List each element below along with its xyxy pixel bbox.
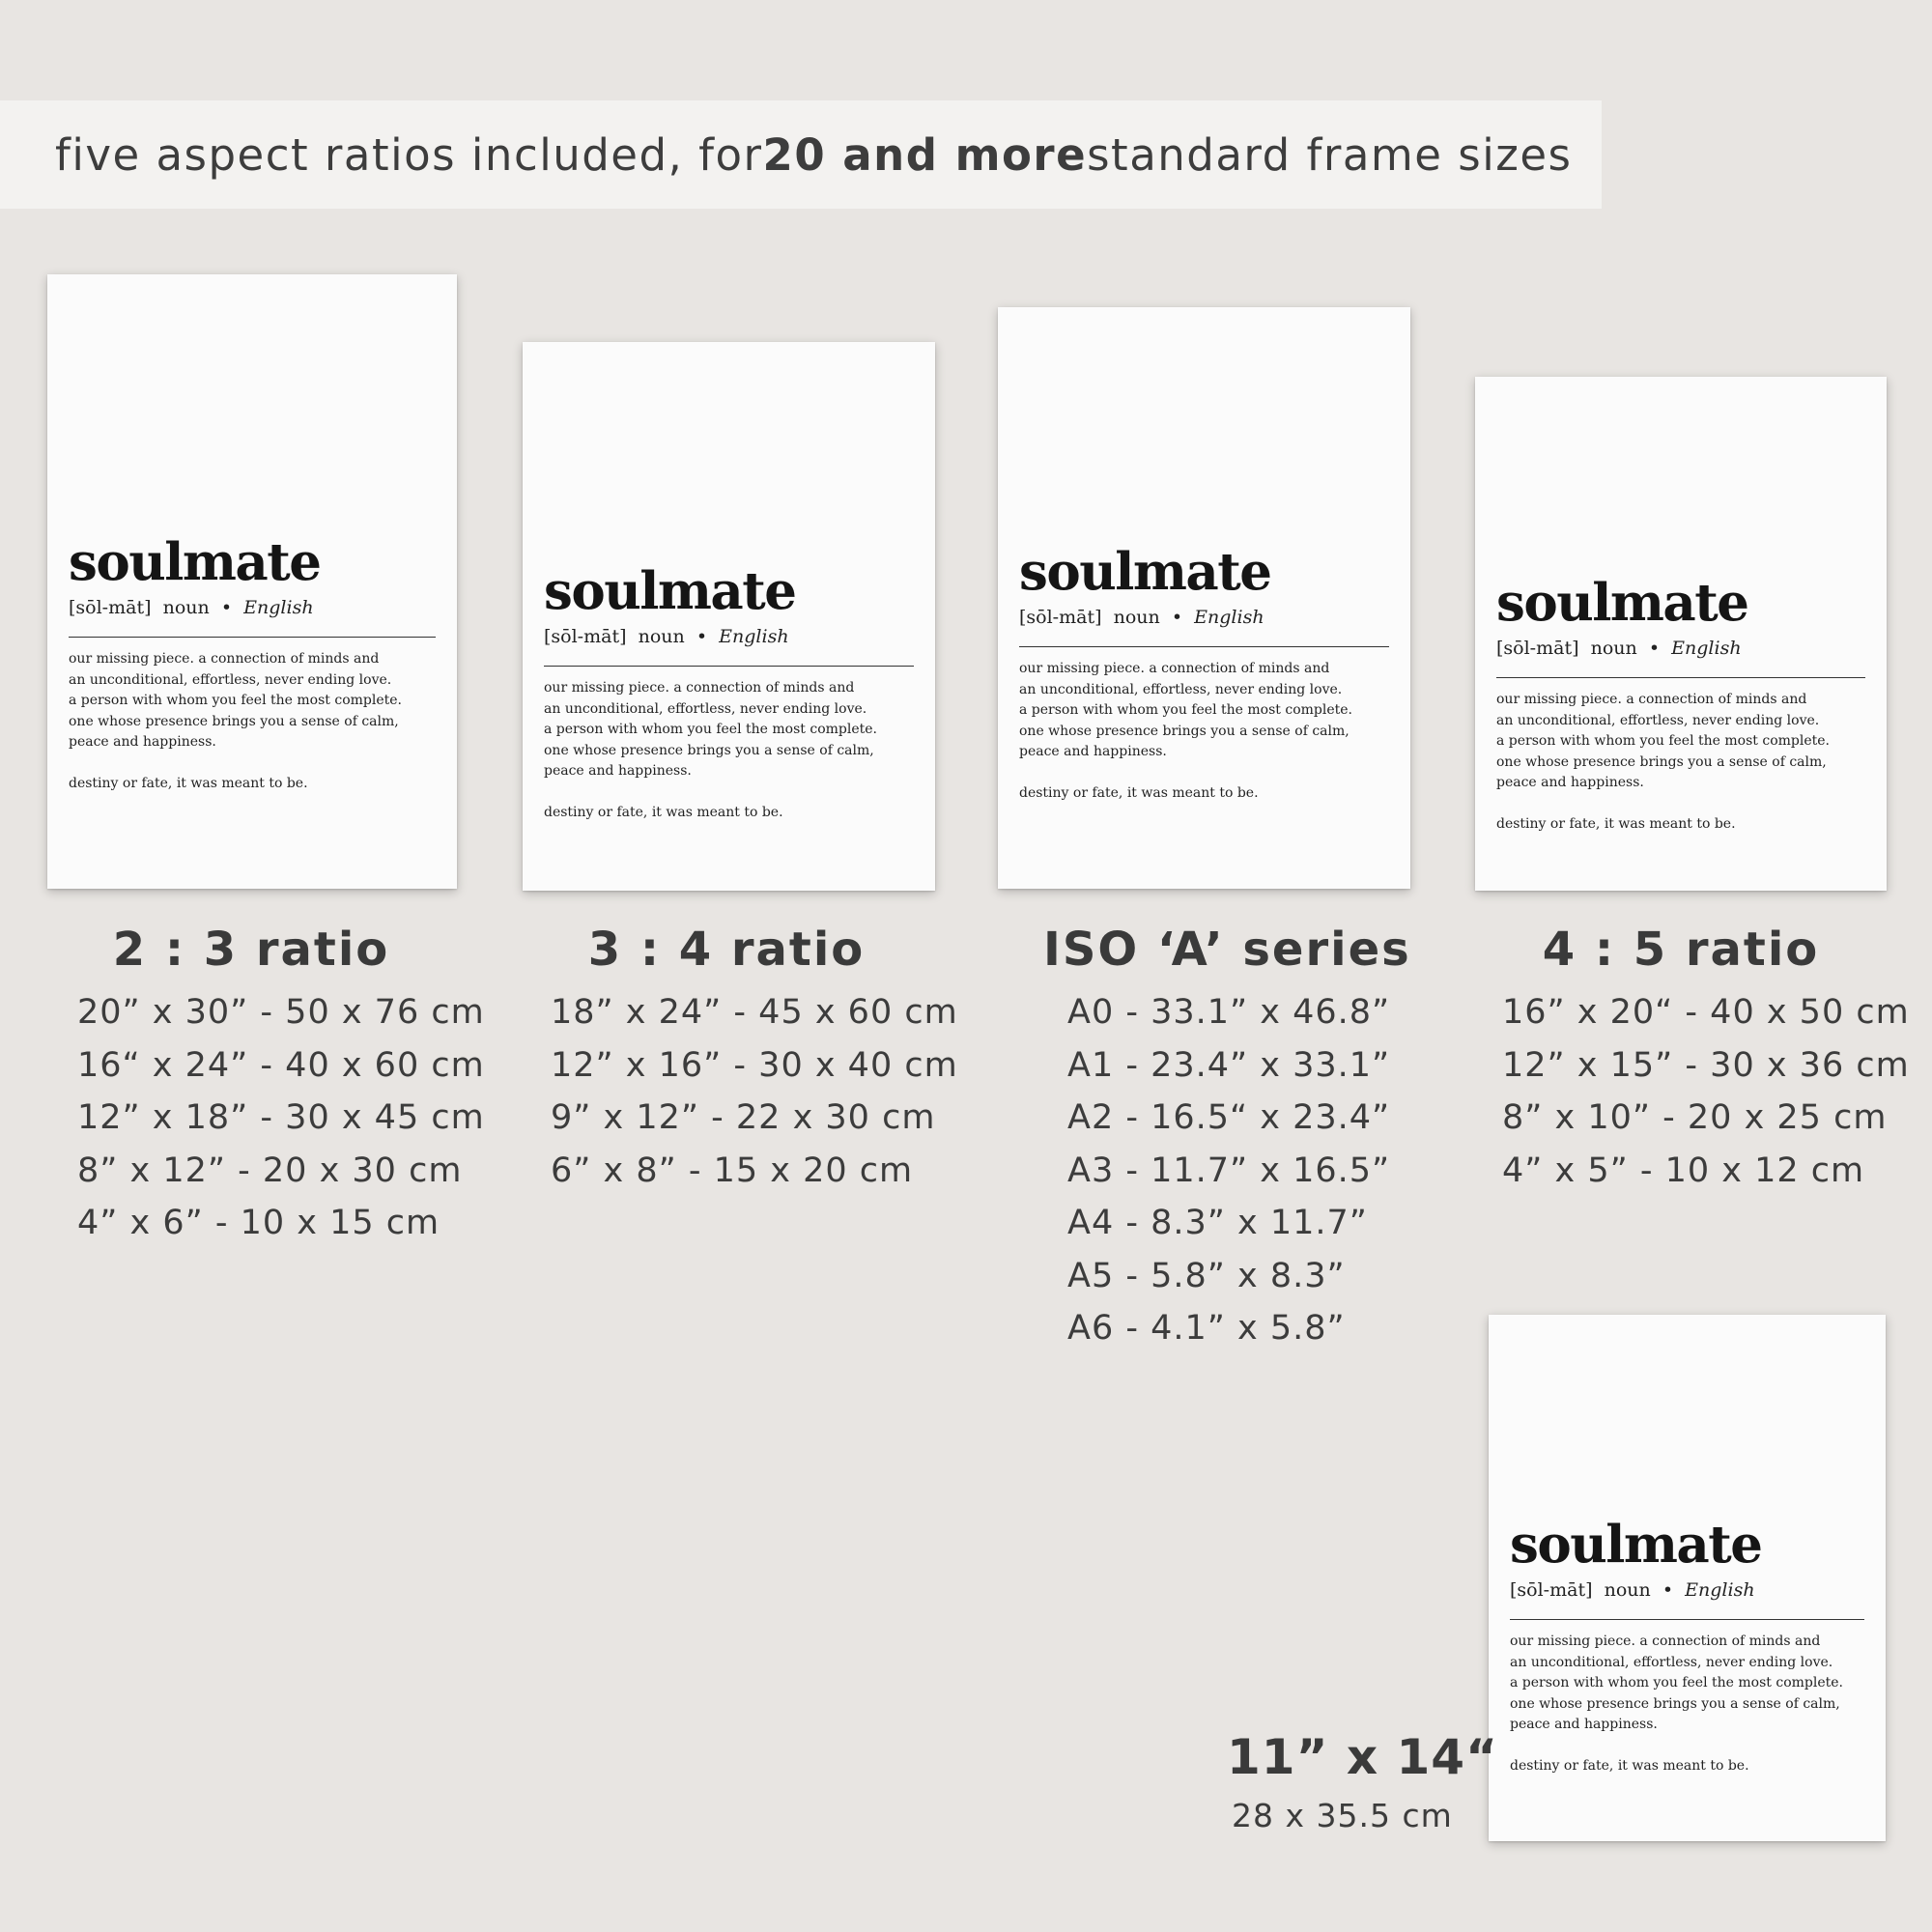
definition-line: an unconditional, effortless, never ending love. bbox=[1496, 712, 1820, 728]
definition-line: an unconditional, effortless, never ending love. bbox=[69, 671, 392, 688]
definition-line: a person with whom you feel the most complete. bbox=[69, 693, 402, 708]
divider bbox=[1510, 1619, 1864, 1620]
definition-line: a person with whom you feel the most complete. bbox=[1510, 1675, 1843, 1690]
definition-line: our missing piece. a connection of minds and bbox=[1019, 661, 1330, 676]
closing-line: destiny or fate, it was meant to be. bbox=[1496, 815, 1736, 832]
size-item: 16“ x 24” - 40 x 60 cm bbox=[77, 1045, 485, 1085]
definition-line: peace and happiness. bbox=[69, 734, 216, 750]
size-item: A2 - 16.5“ x 23.4” bbox=[1067, 1098, 1391, 1137]
size-list bbox=[551, 986, 958, 1197]
closing-line: destiny or fate, it was meant to be. bbox=[1019, 784, 1259, 801]
definition-line: one whose presence brings you a sense of calm, bbox=[1496, 753, 1827, 770]
size-item: 4” x 6” - 10 x 15 cm bbox=[77, 1204, 440, 1242]
definition-line: a person with whom you feel the most complete. bbox=[1019, 702, 1352, 718]
definition bbox=[69, 649, 436, 794]
divider bbox=[544, 666, 914, 667]
poster-word: soulmate bbox=[1496, 573, 1748, 633]
poster-11x14 bbox=[1489, 1315, 1886, 1841]
pronunciation: [sōl-māt] bbox=[1019, 607, 1102, 628]
size-group-4-5 bbox=[1502, 923, 1910, 1197]
size-item: A1 - 23.4” x 33.1” bbox=[1067, 1045, 1391, 1085]
language: English bbox=[1194, 607, 1264, 628]
definition-line: one whose presence brings you a sense of calm, bbox=[1019, 723, 1350, 739]
size-item: 8” x 12” - 20 x 30 cm bbox=[77, 1151, 463, 1190]
special-size-subtitle: 28 x 35.5 cm bbox=[1232, 1797, 1453, 1834]
language: English bbox=[719, 626, 789, 647]
banner-suffix: standard frame sizes bbox=[1087, 128, 1573, 181]
divider bbox=[69, 637, 436, 638]
definition-line: our missing piece. a connection of minds and bbox=[69, 651, 380, 667]
group-title: ISO ‘A’ series bbox=[1043, 923, 1411, 977]
definition-line: an unconditional, effortless, never ending love. bbox=[544, 700, 867, 717]
banner-bold: 20 and more bbox=[762, 128, 1088, 181]
poster-2-3 bbox=[47, 274, 457, 889]
pronunciation: [sōl-māt] bbox=[69, 597, 152, 618]
size-item: 4” x 5” - 10 x 12 cm bbox=[1502, 1151, 1865, 1190]
size-list bbox=[1043, 986, 1391, 1355]
poster-word: soulmate bbox=[544, 561, 796, 621]
closing-line: destiny or fate, it was meant to be. bbox=[1510, 1757, 1749, 1774]
size-list bbox=[1502, 986, 1910, 1197]
size-item: A3 - 11.7” x 16.5” bbox=[1067, 1151, 1391, 1190]
definition bbox=[1496, 690, 1865, 835]
definition-line: peace and happiness. bbox=[1019, 744, 1167, 759]
definition bbox=[1510, 1632, 1864, 1776]
size-item: A0 - 33.1” x 46.8” bbox=[1067, 993, 1391, 1032]
bullet: • bbox=[1648, 638, 1661, 659]
size-item: 12” x 15” - 30 x 36 cm bbox=[1502, 1045, 1910, 1085]
part-of-speech: noun bbox=[1604, 1579, 1651, 1601]
size-group-3-4 bbox=[551, 923, 958, 1197]
definition-line: a person with whom you feel the most complete. bbox=[1496, 733, 1830, 749]
size-item: A5 - 5.8” x 8.3” bbox=[1067, 1256, 1346, 1295]
definition-line: our missing piece. a connection of minds and bbox=[1496, 692, 1807, 707]
definition-line: one whose presence brings you a sense of calm, bbox=[544, 742, 874, 758]
size-item: 8” x 10” - 20 x 25 cm bbox=[1502, 1098, 1888, 1137]
poster-pronunciation-line bbox=[69, 597, 436, 618]
definition-line: an unconditional, effortless, never ending love. bbox=[1019, 681, 1343, 697]
size-item: 20” x 30” - 50 x 76 cm bbox=[77, 993, 485, 1032]
size-list bbox=[77, 986, 485, 1250]
size-item: 16” x 20“ - 40 x 50 cm bbox=[1502, 993, 1910, 1032]
definition bbox=[1019, 659, 1389, 804]
header-banner bbox=[0, 100, 1602, 209]
definition-line: our missing piece. a connection of minds and bbox=[544, 680, 855, 696]
group-title: 4 : 5 ratio bbox=[1542, 923, 1820, 977]
part-of-speech: noun bbox=[638, 626, 685, 647]
poster-4-5 bbox=[1475, 377, 1887, 891]
bullet: • bbox=[1662, 1579, 1674, 1601]
divider bbox=[1019, 646, 1389, 647]
closing-line: destiny or fate, it was meant to be. bbox=[69, 775, 308, 791]
group-title: 2 : 3 ratio bbox=[112, 923, 390, 977]
pronunciation: [sōl-māt] bbox=[1496, 638, 1579, 659]
divider bbox=[1496, 677, 1865, 678]
banner-prefix: five aspect ratios included, for bbox=[55, 128, 763, 181]
definition bbox=[544, 678, 914, 823]
language: English bbox=[243, 597, 314, 618]
closing-line: destiny or fate, it was meant to be. bbox=[544, 804, 783, 820]
bullet: • bbox=[696, 626, 708, 647]
size-item: 6” x 8” - 15 x 20 cm bbox=[551, 1151, 914, 1190]
size-item: 18” x 24” - 45 x 60 cm bbox=[551, 993, 958, 1032]
pronunciation: [sōl-māt] bbox=[544, 626, 627, 647]
definition-line: a person with whom you feel the most complete. bbox=[544, 722, 877, 737]
poster-word: soulmate bbox=[69, 532, 321, 592]
poster-word: soulmate bbox=[1510, 1515, 1762, 1575]
language: English bbox=[1685, 1579, 1755, 1601]
definition-line: peace and happiness. bbox=[1510, 1717, 1658, 1732]
group-title: 3 : 4 ratio bbox=[587, 923, 866, 977]
poster-3-4 bbox=[523, 342, 935, 891]
definition-line: one whose presence brings you a sense of calm, bbox=[1510, 1695, 1840, 1712]
definition-line: our missing piece. a connection of minds and bbox=[1510, 1634, 1821, 1649]
part-of-speech: noun bbox=[1113, 607, 1160, 628]
poster-pronunciation-line bbox=[1510, 1579, 1864, 1601]
size-item: A4 - 8.3” x 11.7” bbox=[1067, 1204, 1368, 1242]
bullet: • bbox=[220, 597, 233, 618]
bullet: • bbox=[1171, 607, 1183, 628]
language: English bbox=[1671, 638, 1742, 659]
part-of-speech: noun bbox=[162, 597, 210, 618]
poster-pronunciation-line bbox=[544, 626, 914, 647]
size-item: 9” x 12” - 22 x 30 cm bbox=[551, 1098, 936, 1137]
size-group-2-3 bbox=[77, 923, 485, 1250]
poster-pronunciation-line bbox=[1496, 638, 1865, 659]
poster-iso bbox=[998, 307, 1410, 889]
poster-word: soulmate bbox=[1019, 542, 1271, 602]
size-item: A6 - 4.1” x 5.8” bbox=[1067, 1309, 1346, 1348]
size-item: 12” x 16” - 30 x 40 cm bbox=[551, 1045, 958, 1085]
special-size-title: 11” x 14“ bbox=[1227, 1729, 1498, 1785]
part-of-speech: noun bbox=[1590, 638, 1637, 659]
pronunciation: [sōl-māt] bbox=[1510, 1579, 1593, 1601]
poster-pronunciation-line bbox=[1019, 607, 1389, 628]
size-item: 12” x 18” - 30 x 45 cm bbox=[77, 1098, 485, 1137]
definition-line: one whose presence brings you a sense of calm, bbox=[69, 713, 399, 729]
definition-line: an unconditional, effortless, never ending love. bbox=[1510, 1654, 1833, 1670]
definition-line: peace and happiness. bbox=[1496, 775, 1644, 790]
definition-line: peace and happiness. bbox=[544, 763, 692, 779]
size-group-iso bbox=[1043, 923, 1411, 1355]
